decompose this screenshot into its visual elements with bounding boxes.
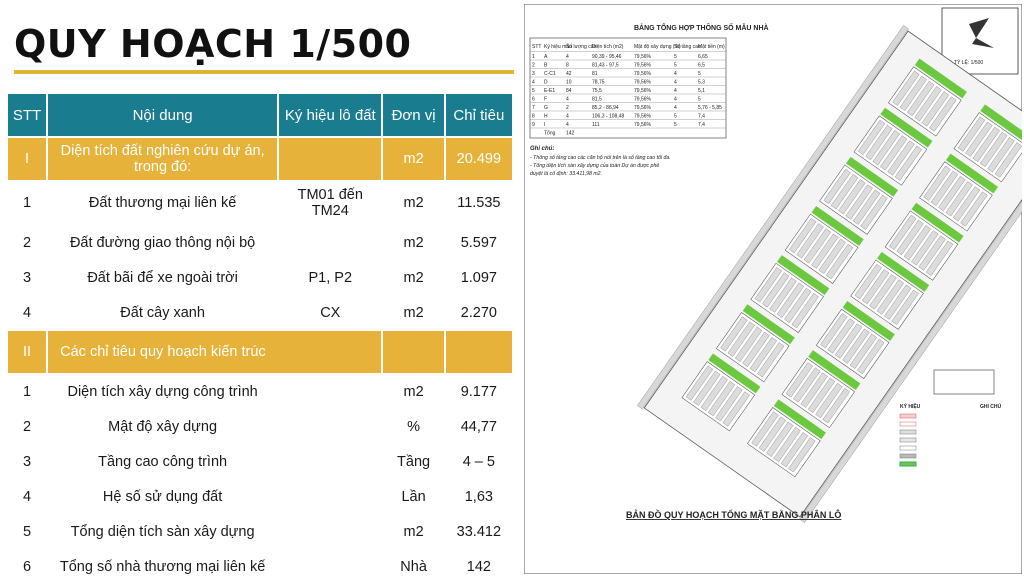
symbol-cell	[279, 410, 381, 443]
stt-cell: 1	[23, 383, 32, 400]
value-cell: 5.597	[460, 234, 497, 251]
unit-cell: %	[407, 418, 421, 435]
mini-table-cell: 79,56%	[634, 88, 651, 94]
content-cell: Tầng cao công trình	[98, 453, 228, 470]
mini-table-cell: 106,3 - 108,48	[592, 113, 625, 120]
content-cell: Hệ số sử dụng đất	[102, 488, 223, 505]
mini-table-cell: 7,4	[698, 113, 705, 120]
value-cell: 20.499	[446, 138, 512, 180]
mini-table-cell: 3	[532, 71, 535, 77]
map-title: BẢN ĐỒ QUY HOẠCH TỔNG MẶT BẰNG PHÂN LÔ	[626, 510, 842, 520]
mini-table-cell: 81,43 - 97,5	[592, 62, 619, 69]
mini-table-cell: 5	[674, 54, 677, 60]
content-cell: Đất thương mại liên kế	[88, 195, 237, 211]
mini-table-cell: G	[544, 105, 548, 111]
mini-table-cell: 4	[532, 79, 535, 86]
mini-table-cell: 8	[566, 62, 569, 69]
content-cell: Diện tích xây dựng công trình	[67, 383, 258, 400]
symbol-cell: TM01 đến TM24	[297, 187, 363, 219]
mini-table-cell: 4	[566, 113, 569, 120]
value-cell: 4 – 5	[462, 453, 495, 470]
mini-table-cell: 78,75	[592, 79, 605, 86]
mini-table-cell: 8	[532, 113, 535, 120]
stt-cell: 2	[23, 418, 32, 435]
mini-table-cell: C-C1	[544, 71, 556, 77]
note-title: Ghi chú:	[530, 146, 555, 152]
mini-table-cell: 84	[566, 88, 572, 94]
header-value: Chỉ tiêu	[446, 94, 512, 136]
mini-table-cell: 85,2 - 86,94	[592, 105, 619, 111]
mini-table-cell: 79,56%	[634, 79, 651, 86]
mini-table-cell: 79,56%	[634, 113, 651, 120]
mini-table-cell: A	[544, 54, 548, 60]
table-row	[8, 182, 512, 224]
stt-cell: 2	[23, 234, 32, 251]
mini-table-cell: F	[544, 96, 548, 103]
mini-table-cell: 79,56%	[634, 54, 651, 60]
mini-table-title: BẢNG TỔNG HỢP THÔNG SỐ MẪU NHÀ	[634, 25, 769, 32]
symbol-cell	[279, 445, 381, 478]
unit-cell: Lần	[401, 488, 426, 505]
mini-table-cell: 6	[532, 96, 535, 103]
stt-cell: 4	[23, 488, 32, 505]
unit-cell: m2	[403, 304, 424, 321]
header-stt: STT	[8, 94, 46, 136]
content-cell: Đất bãi để xe ngoài trời	[87, 269, 238, 286]
table-row	[8, 515, 512, 548]
page-title: QUY HOẠCH 1/500	[14, 22, 412, 66]
mini-table-cell: 4	[566, 96, 569, 103]
value-cell: 44,77	[460, 418, 497, 435]
site-plan-drawing	[524, 4, 1022, 574]
note-line: - Tổng diện tích sàn xây dựng của toàn Dự án được phê	[530, 163, 660, 169]
symbol-cell	[279, 226, 381, 259]
mini-header: Diện tích (m2)	[592, 44, 624, 50]
mini-table-cell: 90,39 - 95,46	[592, 54, 622, 60]
mini-table-cell: 111	[592, 122, 600, 128]
content-cell: Đất cây xanh	[120, 304, 205, 321]
stt-cell: 6	[23, 558, 32, 575]
mini-table-cell: 7,4	[698, 122, 705, 128]
stt-cell: 1	[23, 195, 32, 211]
scale-label: TỶ LỆ: 1/500	[954, 60, 984, 66]
table-row	[8, 410, 512, 443]
mini-header: Mật độ xây dựng (%)	[634, 44, 681, 50]
mini-table-cell: B	[544, 62, 548, 69]
mini-table-cell: 79,56%	[634, 122, 651, 128]
mini-header: Số lượng căn	[566, 44, 597, 50]
section-row	[8, 331, 512, 373]
mini-table-cell: 5	[698, 71, 701, 77]
mini-table-cell: 4	[674, 105, 677, 111]
stt-cell: 3	[23, 269, 32, 286]
mini-table-cell: 2	[566, 105, 569, 111]
content-cell: Mật độ xây dựng	[108, 418, 218, 435]
unit-cell: Tầng	[397, 453, 431, 470]
unit-cell	[383, 331, 443, 373]
value-cell: 9.177	[460, 383, 497, 400]
mini-table-cell: 4	[566, 54, 569, 60]
mini-table-cell: 42	[566, 71, 572, 77]
value-cell: 2.270	[460, 304, 497, 321]
value-cell: 1.097	[460, 269, 497, 286]
mini-table-cell: 5,1	[698, 88, 705, 94]
mini-table-cell: 5,76 - 5,85	[698, 105, 722, 111]
mini-header: Ký hiệu mẫu	[544, 44, 572, 50]
planning-indicator-table	[6, 92, 514, 585]
mini-table-cell: Tổng	[544, 130, 556, 137]
note-line: - Thông số tầng cao các căn hộ nói trên là số tầng cao tối đa.	[530, 155, 671, 161]
unit-cell: m2	[403, 383, 424, 400]
mini-table-cell: 1	[532, 54, 535, 60]
header-symbol: Ký hiệu lô đất	[279, 94, 381, 136]
mini-table-cell: 5	[674, 122, 677, 128]
symbol-cell	[279, 138, 381, 180]
stt-cell: 5	[23, 523, 32, 540]
mini-table-cell: 9	[532, 122, 535, 128]
content-cell: Đất đường giao thông nội bộ	[69, 234, 256, 251]
mini-table-cell: 6,5	[698, 62, 705, 69]
mini-header: Số tầng cao	[674, 44, 701, 50]
legend-title-2: GHI CHÚ	[980, 404, 1002, 410]
symbol-cell	[279, 480, 381, 513]
mini-table-cell: 6,65	[698, 54, 708, 60]
unit-cell: m2	[403, 523, 424, 540]
mini-header: STT	[532, 44, 542, 50]
symbol-cell	[279, 550, 381, 583]
header-content: Nội dung	[48, 94, 277, 136]
content-cell: Các chỉ tiêu quy hoạch kiến trúc	[48, 331, 381, 373]
unit-cell: m2	[383, 138, 443, 180]
mini-table-cell: 4	[674, 79, 677, 86]
mini-table-cell: 5,3	[698, 79, 705, 86]
mini-table-cell: 7	[532, 105, 535, 111]
mini-table-cell: 79,56%	[634, 96, 651, 103]
table-row	[8, 296, 512, 329]
mini-table-cell: 75,5	[592, 88, 602, 94]
note-line: duyệt là cố định: 33.411,98 m2.	[530, 171, 603, 177]
unit-cell: m2	[403, 195, 424, 211]
symbol-cell	[279, 375, 381, 408]
value-cell: 33.412	[456, 523, 502, 540]
symbol-cell	[279, 515, 381, 548]
mini-table-cell: 81,5	[592, 96, 602, 103]
mini-table-cell: 5	[698, 96, 701, 103]
value-cell: 11.535	[457, 195, 501, 211]
mini-table-cell: 5	[674, 113, 677, 120]
mini-table-cell: 142	[566, 130, 575, 137]
table-row	[8, 226, 512, 259]
value-cell: 1,63	[464, 488, 493, 505]
mini-table-cell: 4	[674, 96, 677, 103]
value-cell: 142	[466, 558, 491, 575]
stt-cell: 3	[23, 453, 32, 470]
unit-cell: m2	[403, 234, 424, 251]
content-cell: Tổng diện tích sàn xây dựng	[70, 523, 255, 540]
mini-table-cell: 79,56%	[634, 105, 651, 111]
symbol-cell: P1, P2	[308, 269, 353, 286]
table-row	[8, 375, 512, 408]
unit-cell: m2	[403, 269, 424, 286]
table-row	[8, 550, 512, 583]
symbol-cell: CX	[320, 304, 341, 321]
content-cell: Tổng số nhà thương mại liên kế	[59, 558, 266, 575]
mini-table-cell: H	[544, 113, 548, 120]
mini-table-cell: 2	[532, 62, 535, 69]
mini-table-cell: 79,56%	[634, 71, 651, 77]
content-cell: Diện tích đất nghiên cứu dự án, trong đó:	[48, 138, 277, 180]
mini-header: Mặt tiền (m)	[698, 44, 725, 50]
table-row	[8, 261, 512, 294]
legend-title: KÝ HIỆU	[900, 404, 921, 410]
title-underline	[14, 70, 514, 74]
table-row	[8, 480, 512, 513]
mini-table-cell: I	[544, 122, 546, 128]
section-row	[8, 138, 512, 180]
mini-table-cell: E-E1	[544, 88, 556, 94]
mini-table-cell: 79,56%	[634, 62, 651, 69]
mini-table-cell: 4	[674, 88, 677, 94]
value-cell	[446, 331, 512, 373]
mini-table-cell: 81	[592, 71, 598, 77]
mini-table-cell: 5	[674, 62, 677, 69]
header-unit: Đơn vị	[383, 94, 443, 136]
stt-cell: II	[8, 331, 46, 373]
stt-cell: 4	[23, 304, 32, 321]
table-row	[8, 445, 512, 478]
mini-table-cell: 10	[566, 79, 572, 86]
table-header-row	[8, 94, 512, 136]
mini-table-cell: 4	[674, 71, 677, 77]
stt-cell: I	[8, 138, 46, 180]
mini-table-cell: 5	[532, 88, 535, 94]
unit-cell: Nhà	[400, 558, 427, 575]
mini-table-cell: D	[544, 79, 548, 86]
mini-table-cell: 4	[566, 122, 569, 128]
